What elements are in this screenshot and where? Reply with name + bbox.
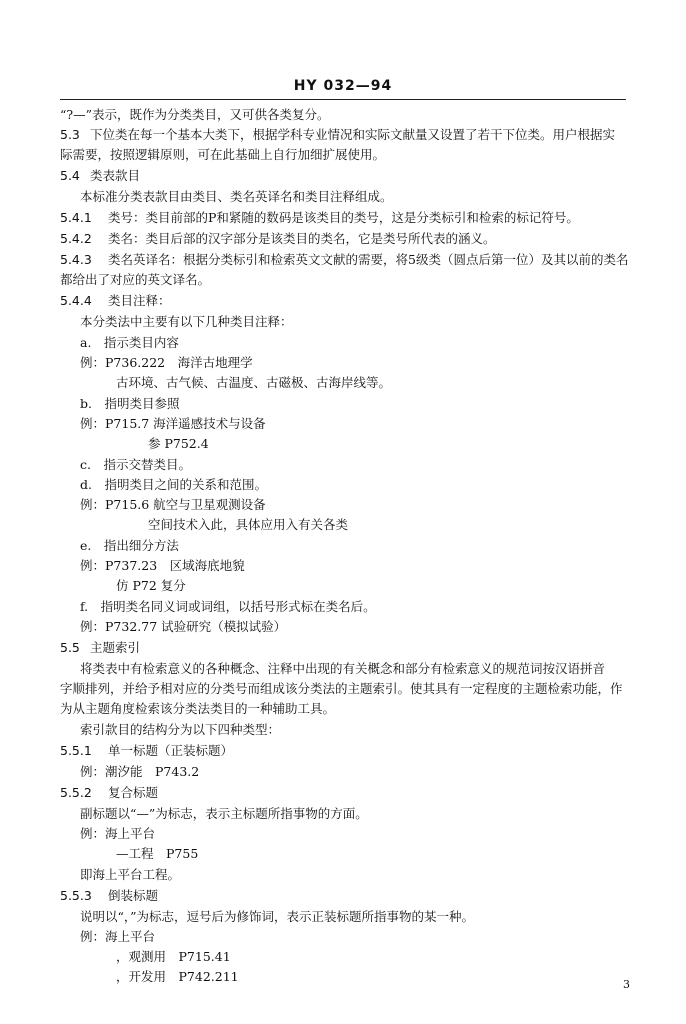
clause-number: 5.5 [60,640,80,655]
example-line: 例：P732.77 试验研究（模拟试验） [80,619,287,634]
text-line: 为从主题角度检索该分类法类目的一种辅助工具。 [60,701,336,716]
text-line: 即海上平台工程。 [80,867,181,882]
clause-number: 5.4.4 [60,293,92,308]
example-line: 例：P715.6 航空与卫星观测设备 [80,497,266,512]
text-line: 都给出了对应的英文译名。 [60,272,211,287]
text-line: “?—”表示，既作为分类类目，又可供各类复分。 [60,107,330,122]
example-line: 例：海上平台 [80,929,156,944]
list-item: a. 指示类目内容 [80,335,179,350]
example-note: 参 P752.4 [148,436,209,451]
clause-5-4-2: 5.4.2 类名：类目后部的汉字部分是该类目的类名，它是类号所代表的涵义。 [60,231,496,246]
text-line: 说明以“，”为标志，逗号后为修饰词，表示正装标题所指事物的某一种。 [80,909,475,924]
clause-number: 5.4.3 [60,252,92,267]
example-note: 仿 P72 复分 [116,578,186,593]
text-line: 本标准分类表款目由类目、类名英译名和类目注释组成。 [80,189,393,204]
example-note: 空间技术入此，具体应用入有关各类 [148,517,349,532]
clause-5-4: 5.4 类表款目 [60,168,141,183]
clause-5-5: 5.5 主题索引 [60,640,141,655]
list-item: b. 指明类目参照 [80,396,180,411]
clause-5-4-1: 5.4.1 类号：类目前部的P和紧随的数码是该类目的类号，这是分类标引和检索的标记符号。 [60,210,579,225]
text-line: 本分类法中主要有以下几种类目注释： [80,314,293,329]
page-number: 3 [623,978,630,991]
text-line: 索引款目的结构分为以下四种类型： [80,722,281,737]
list-item: d. 指明类目之间的关系和范围。 [80,477,267,492]
clause-number: 5.4.2 [60,231,92,246]
example-note: ，观测用 P715.41 [116,949,231,964]
example-line: 例：P737.23 区域海底地貌 [80,558,245,573]
clause-5-4-4: 5.4.4 类目注释： [60,293,171,308]
clause-number: 5.4 [60,168,80,183]
example-note: ，开发用 P742.211 [116,969,239,984]
clause-5-4-3: 5.4.3 类名英译名：根据分类标引和检索英文文献的需要，将5级类（圆点后第一位）及其以前的类名 [60,252,629,267]
example-line: 例：P715.7 海洋遥感技术与设备 [80,416,266,431]
list-item: c. 指示交替类目。 [80,457,191,472]
text-line: 字顺排列，并给予相对应的分类号而组成该分类法的主题索引。使其具有一定程度的主题检索功能，作 [60,681,623,696]
list-item: f. 指明类名同义词或词组，以括号形式标在类名后。 [80,599,376,614]
example-note: 古环境、古气候、古温度、古磁极、古海岸线等。 [116,375,392,390]
list-item: e. 指出细分方法 [80,538,179,553]
clause-5-5-2: 5.5.2 复合标题 [60,785,159,800]
clause-number: 5.5.1 [60,743,92,758]
clause-number: 5.5.3 [60,888,92,903]
clause-5-5-3: 5.5.3 倒装标题 [60,888,159,903]
text-line: 副标题以“—”为标志，表示主标题所指事物的方面。 [80,806,368,821]
example-note: —工程 P755 [116,846,199,861]
text-line: 将类表中有检索意义的各种概念、注释中出现的有关概念和部分有检索意义的规范词按汉语拼音 [80,661,606,676]
clause-5-3: 5.3 下位类在每一个基本大类下，根据学科专业情况和实际文献量又设置了若干下位类。用户根据实 [60,127,616,142]
example-line: 例：P736.222 海洋古地理学 [80,355,253,370]
clause-number: 5.3 [60,127,80,142]
clause-number: 5.5.2 [60,785,92,800]
clause-number: 5.4.1 [60,210,92,225]
clause-5-5-1: 5.5.1 单一标题（正装标题） [60,743,234,758]
example-line: 例：海上平台 [80,826,156,841]
header-rule [60,99,626,100]
text-line: 际需要，按照逻辑原则，可在此基础上自行加细扩展使用。 [60,147,386,162]
standard-code-header: HY 032—94 [293,78,393,94]
example-line: 例：潮汐能 P743.2 [80,764,200,779]
